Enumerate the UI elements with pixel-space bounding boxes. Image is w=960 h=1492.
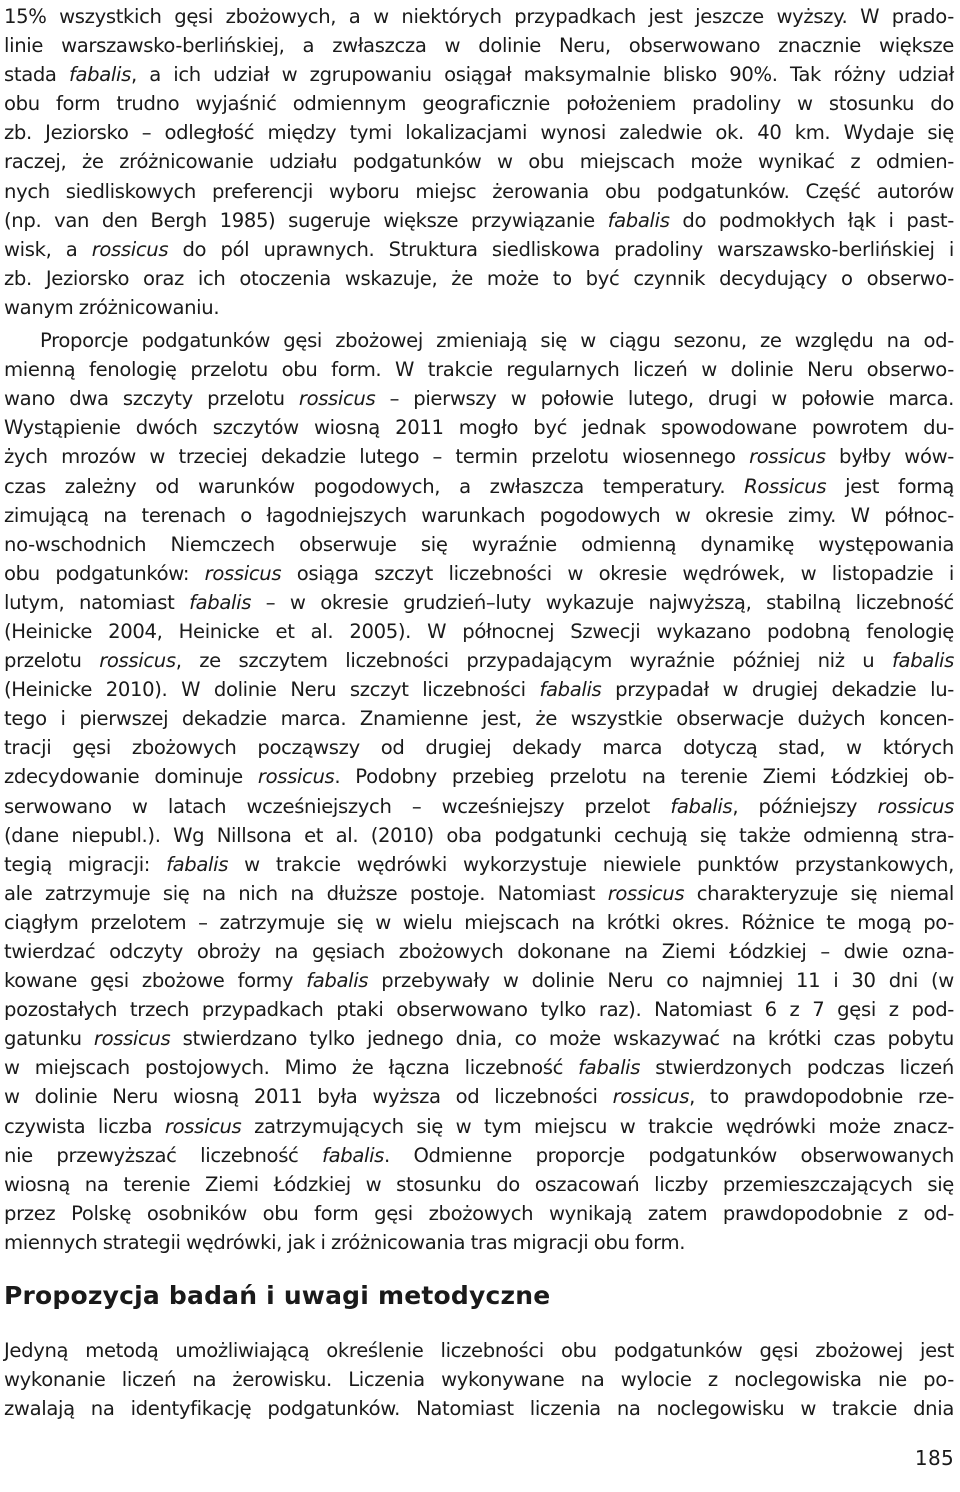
- text-line: raczej, że zróżnicowanie udziału podgatunków w obu miejscach może wynikać z odmien-: [4, 150, 954, 174]
- text-line: zimującą na terenach o łagodniejszych warunkach pogodowych w okresie zimy. W północ-: [4, 503, 954, 527]
- page-number: 185: [914, 1446, 954, 1470]
- text-line: serwowano w latach wcześniejszych – wcześniejszy przelot fabalis, późniejszy rossicus: [4, 794, 954, 818]
- text-line: w dolinie Neru wiosną 2011 była wyższa od liczebności rossicus, to prawdopodobnie rze-: [4, 1085, 954, 1109]
- text-line: przelotu rossicus, ze szczytem liczebności przypadającym wyraźnie później niż u fabalis: [4, 649, 954, 673]
- text-line: wisk, a rossicus do pól uprawnych. Struktura siedliskowa pradoliny warszawsko-berlińskiej i: [4, 237, 955, 261]
- text-line: zwalają na identyfikację podgatunków. Natomiast liczenia na noclegowisku w trakcie dnia: [4, 1396, 954, 1420]
- text-line: gatunku rossicus stwierdzano tylko jednego dnia, co może wskazywać na krótki czas pobytu: [4, 1027, 954, 1051]
- text-line: no-wschodnich Niemczech obserwuje się wyraźnie odmienną dynamikę występowania: [4, 532, 954, 556]
- text-line: miennych strategii wędrówki, jak i zróżnicowania tras migracji obu form.: [4, 1230, 686, 1254]
- text-line: tegią migracji: fabalis w trakcie wędrówki wykorzystuje niewiele punktów przystankowych,: [4, 852, 954, 876]
- text-line: (Heinicke 2010). W dolinie Neru szczyt liczebności fabalis przypadał w drugiej dekadzie lu-: [4, 678, 954, 702]
- text-line: zb. Jeziorsko oraz ich otoczenia wskazuje, że może to być czynnik decydujący o obserwo-: [4, 266, 954, 290]
- text-line: tego i pierwszej dekadzie marca. Znamienne jest, że wszystkie obserwacje dużych koncen-: [4, 707, 954, 731]
- text-line: obu podgatunków: rossicus osiąga szczyt liczebności w okresie wędrówek, w listopadzie i: [4, 561, 954, 585]
- text-line: (Heinicke 2004, Heinicke et al. 2005). W północnej Szwecji wykazano podobną fenologię: [4, 619, 954, 643]
- text-line: wiosną na terenie Ziemi Łódzkiej w stosunku do oszacowań liczby przemieszczających się: [4, 1172, 954, 1196]
- text-line: linie warszawsko-berlińskiej, a zwłaszcza w dolinie Neru, obserwowano znacznie większe: [4, 34, 954, 58]
- paragraph-methods: [4, 1336, 954, 1423]
- text-line: żych mrozów w trzeciej dekadzie lutego – termin przelotu wiosennego rossicus byłby wów-: [4, 445, 954, 469]
- text-line: zdecydowanie dominuje rossicus. Podobny przebieg przelotu na terenie Ziemi Łódzkiej ob-: [4, 765, 954, 789]
- text-line: stada fabalis, a ich udział w zgrupowaniu osiągał maksymalnie blisko 90%. Tak różny udział: [4, 63, 954, 87]
- text-line: wano dwa szczyty przelotu rossicus – pierwszy w połowie lutego, drugi w połowie marca.: [4, 387, 954, 411]
- text-line: (dane niepubl.). Wg Nillsona et al. (2010) oba podgatunki cechują się także odmienną stra-: [4, 823, 954, 847]
- text-line: zb. Jeziorsko – odległość między tymi lokalizacjami wynosi zaledwie ok. 40 km. Wydaje się: [4, 121, 954, 145]
- text-line: mienną fenologię przelotu obu form. W trakcie regularnych liczeń w dolinie Neru obserwo-: [4, 358, 954, 382]
- text-line: pozostałych trzech przypadkach ptaki obserwowano tylko raz). Natomiast 6 z 7 gęsi z pod-: [4, 998, 954, 1022]
- text-line: czywista liczba rossicus zatrzymujących się w tym miejscu w trakcie wędrówki może znacz-: [4, 1114, 954, 1138]
- text-line: (np. van den Bergh 1985) sugeruje większe przywiązanie fabalis do podmokłych łąk i past-: [4, 208, 954, 232]
- text-line: kowane gęsi zbożowe formy fabalis przebywały w dolinie Neru co najmniej 11 i 30 dni (w: [4, 969, 954, 993]
- text-line: obu form trudno wyjaśnić odmiennym geograficznie położeniem pradoliny w stosunku do: [4, 92, 954, 116]
- text-line: tracji gęsi zbożowych począwszy od drugiej dekady marca dotyczą stad, w których: [4, 736, 954, 760]
- text-line: nych siedliskowych preferencji wyboru miejsc żerowania obu podgatunków. Część autorów: [4, 179, 954, 203]
- text-line: Wystąpienie dwóch szczytów wiosną 2011 mogło być jednak spowodowane powrotem du-: [4, 416, 954, 440]
- text-line: przez Polskę osobników obu form gęsi zbożowych wynikają zatem prawdopodobnie z od-: [4, 1201, 954, 1225]
- paragraph-habitat: [4, 2, 954, 322]
- text-line: w miejscach postojowych. Mimo że łączna liczebność fabalis stwierdzonych podczas liczeń: [4, 1056, 954, 1080]
- text-line: ciągłym przelotem – zatrzymuje się w wielu miejscach na krótki okres. Różnice te mogą po-: [4, 910, 954, 934]
- section-heading: Propozycja badań i uwagi metodyczne: [4, 1281, 551, 1311]
- text-line: twierdzać odczyty obroży na gęsiach zbożowych dokonane na Ziemi Łódzkiej – dwie ozna-: [4, 940, 954, 963]
- paragraph-phenology: [4, 326, 954, 1257]
- text-line: Proporcje podgatunków gęsi zbożowej zmieniają się w ciągu sezonu, ze względu na od-: [40, 329, 954, 353]
- text-line: Jedyną metodą umożliwiającą określenie liczebności obu podgatunków gęsi zbożowej jest: [4, 1338, 954, 1362]
- text-line: 15% wszystkich gęsi zbożowych, a w niektórych przypadkach jest jeszcze wyższy. W prado-: [4, 5, 954, 28]
- text-line: ale zatrzymuje się na nich na dłuższe postoje. Natomiast rossicus charakteryzuje się niemal: [4, 881, 954, 905]
- text-line: lutym, natomiast fabalis – w okresie grudzień–luty wykazuje najwyższą, stabilną liczebność: [4, 590, 954, 614]
- text-line: wykonanie liczeń na żerowisku. Liczenia wykonywane na wylocie z noclegowiska nie po-: [4, 1367, 954, 1391]
- page-body: [4, 2, 954, 1423]
- text-line: wanym zróżnicowaniu.: [4, 295, 220, 319]
- text-line: nie przewyższać liczebność fabalis. Odmienne proporcje podgatunków obserwowanych: [4, 1143, 954, 1167]
- text-line: czas zależny od warunków pogodowych, a zwłaszcza temperatury. Rossicus jest formą: [4, 474, 954, 498]
